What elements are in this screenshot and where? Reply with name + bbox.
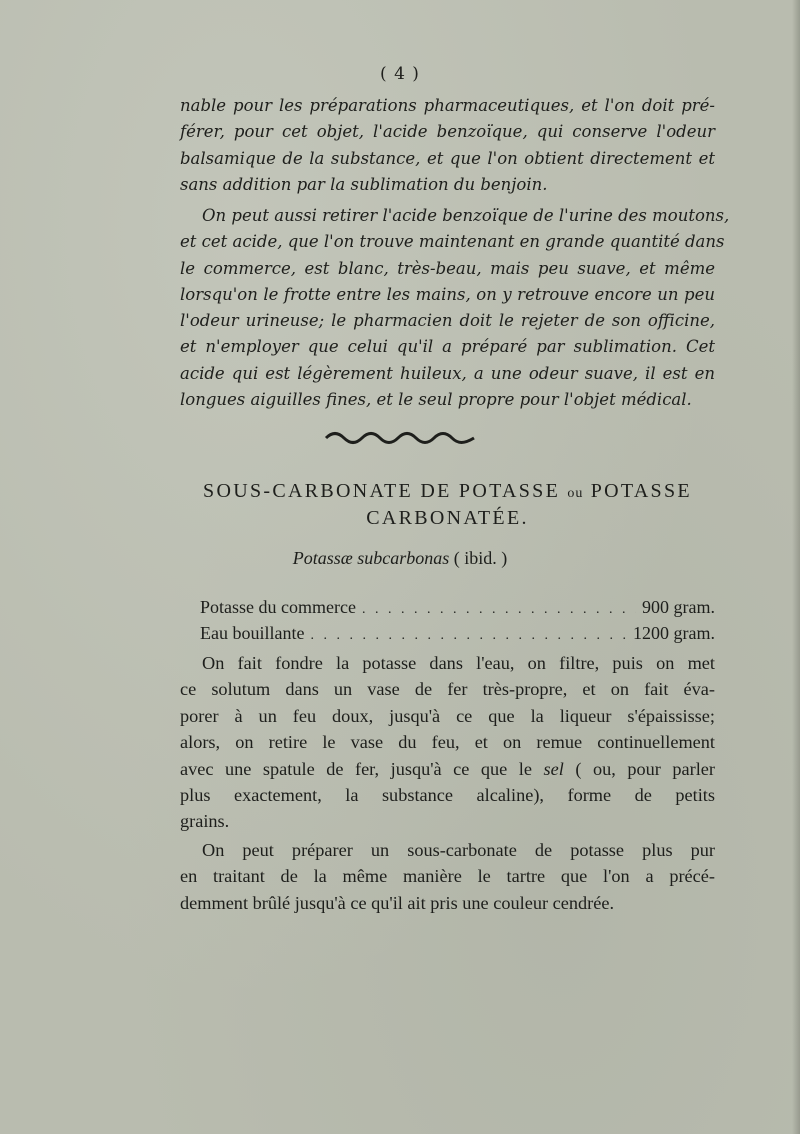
latin-name-subtitle <box>0 548 800 569</box>
text-fragment: avec une spatule de fer, jusqu'à ce que le <box>180 758 533 779</box>
text-line: balsamique de la substance, et que l'on obtient directement et <box>180 148 715 168</box>
text-line: et n'employer que celui qu'il a préparé par sublimation. Cet <box>180 337 715 357</box>
recipe-row <box>200 594 715 623</box>
text-line: On fait fondre la potasse dans l'eau, on filtre, puis on met <box>202 653 715 673</box>
wave-ornament-icon <box>324 431 476 445</box>
text-line: demment brûlé jusqu'à ce qu'il ait pris une couleur cendrée. <box>180 892 615 913</box>
recipe-row <box>200 620 715 649</box>
source-reference: ( ibid. ) <box>453 548 508 568</box>
text-line-with-italic <box>180 756 715 782</box>
ingredient-name: Eau bouillante <box>200 623 305 643</box>
paragraph-benzoic-acid-continued <box>180 93 715 198</box>
title-or: ou <box>567 486 584 501</box>
text-line: et cet acide, que l'on trouve maintenant en grande quantité dans <box>180 232 725 252</box>
text-line: On peut préparer un sous-carbonate de potasse plus pur <box>202 840 715 860</box>
dot-leader <box>310 623 627 649</box>
text-line: acide qui est légèrement huileux, a une odeur suave, il est en <box>180 363 715 383</box>
text-line: On peut aussi retirer l'acide benzoïque de l'urine des moutons, <box>202 206 730 225</box>
text-line: alors, on retire le vase du feu, et on remue continuellement <box>180 732 715 753</box>
paragraph-preparation-method <box>180 650 715 835</box>
ingredient-quantity: 900 gram. <box>642 597 715 617</box>
latin-name: Potassæ subcarbonas <box>292 548 450 568</box>
text-line: plus exactement, la substance alcaline), forme de petits <box>180 785 715 806</box>
text-line: férer, pour cet objet, l'acide benzoïque, qui conserve l'odeur <box>180 122 715 142</box>
title-part-2: POTASSE <box>590 480 692 502</box>
section-title-line-2: CARBONATÉE. <box>366 507 529 529</box>
section-divider-ornament <box>0 430 800 449</box>
text-line: lorsqu'on le frotte entre les mains, on y retrouve encore un peu <box>180 284 715 304</box>
text-line: nable pour les préparations pharmaceutiques, et l'on doit pré- <box>180 96 715 115</box>
text-line: longues aiguilles fines, et le seul propre pour l'objet médical. <box>180 390 692 410</box>
text-line: grains. <box>180 811 230 832</box>
text-fragment: ( ou, pour parler <box>575 758 715 779</box>
text-line: porer à un feu doux, jusqu'à ce que la liqueur s'épaississe; <box>180 705 715 726</box>
text-line: le commerce, est blanc, très-beau, mais peu suave, et même <box>180 258 715 278</box>
text-line: l'odeur urineuse; le pharmacien doit le rejeter de son officine, <box>180 311 715 331</box>
ingredient-quantity: 1200 gram. <box>633 623 715 643</box>
page-number: ( 4 ) <box>380 64 420 84</box>
paragraph-benzoic-acid-urine <box>180 203 730 413</box>
italic-word: sel <box>543 758 564 779</box>
ingredient-name: Potasse du commerce <box>200 597 356 617</box>
paragraph-tartar-method <box>180 837 715 916</box>
text-line: ce solutum dans un vase de fer très-propre, et on fait éva- <box>180 679 715 700</box>
title-part-1: SOUS-CARBONATE DE POTASSE <box>203 480 561 502</box>
text-line: en traitant de la même manière le tartre que l'on a précé- <box>180 866 715 887</box>
text-line: sans addition par la sublimation du benjoin. <box>180 174 548 194</box>
